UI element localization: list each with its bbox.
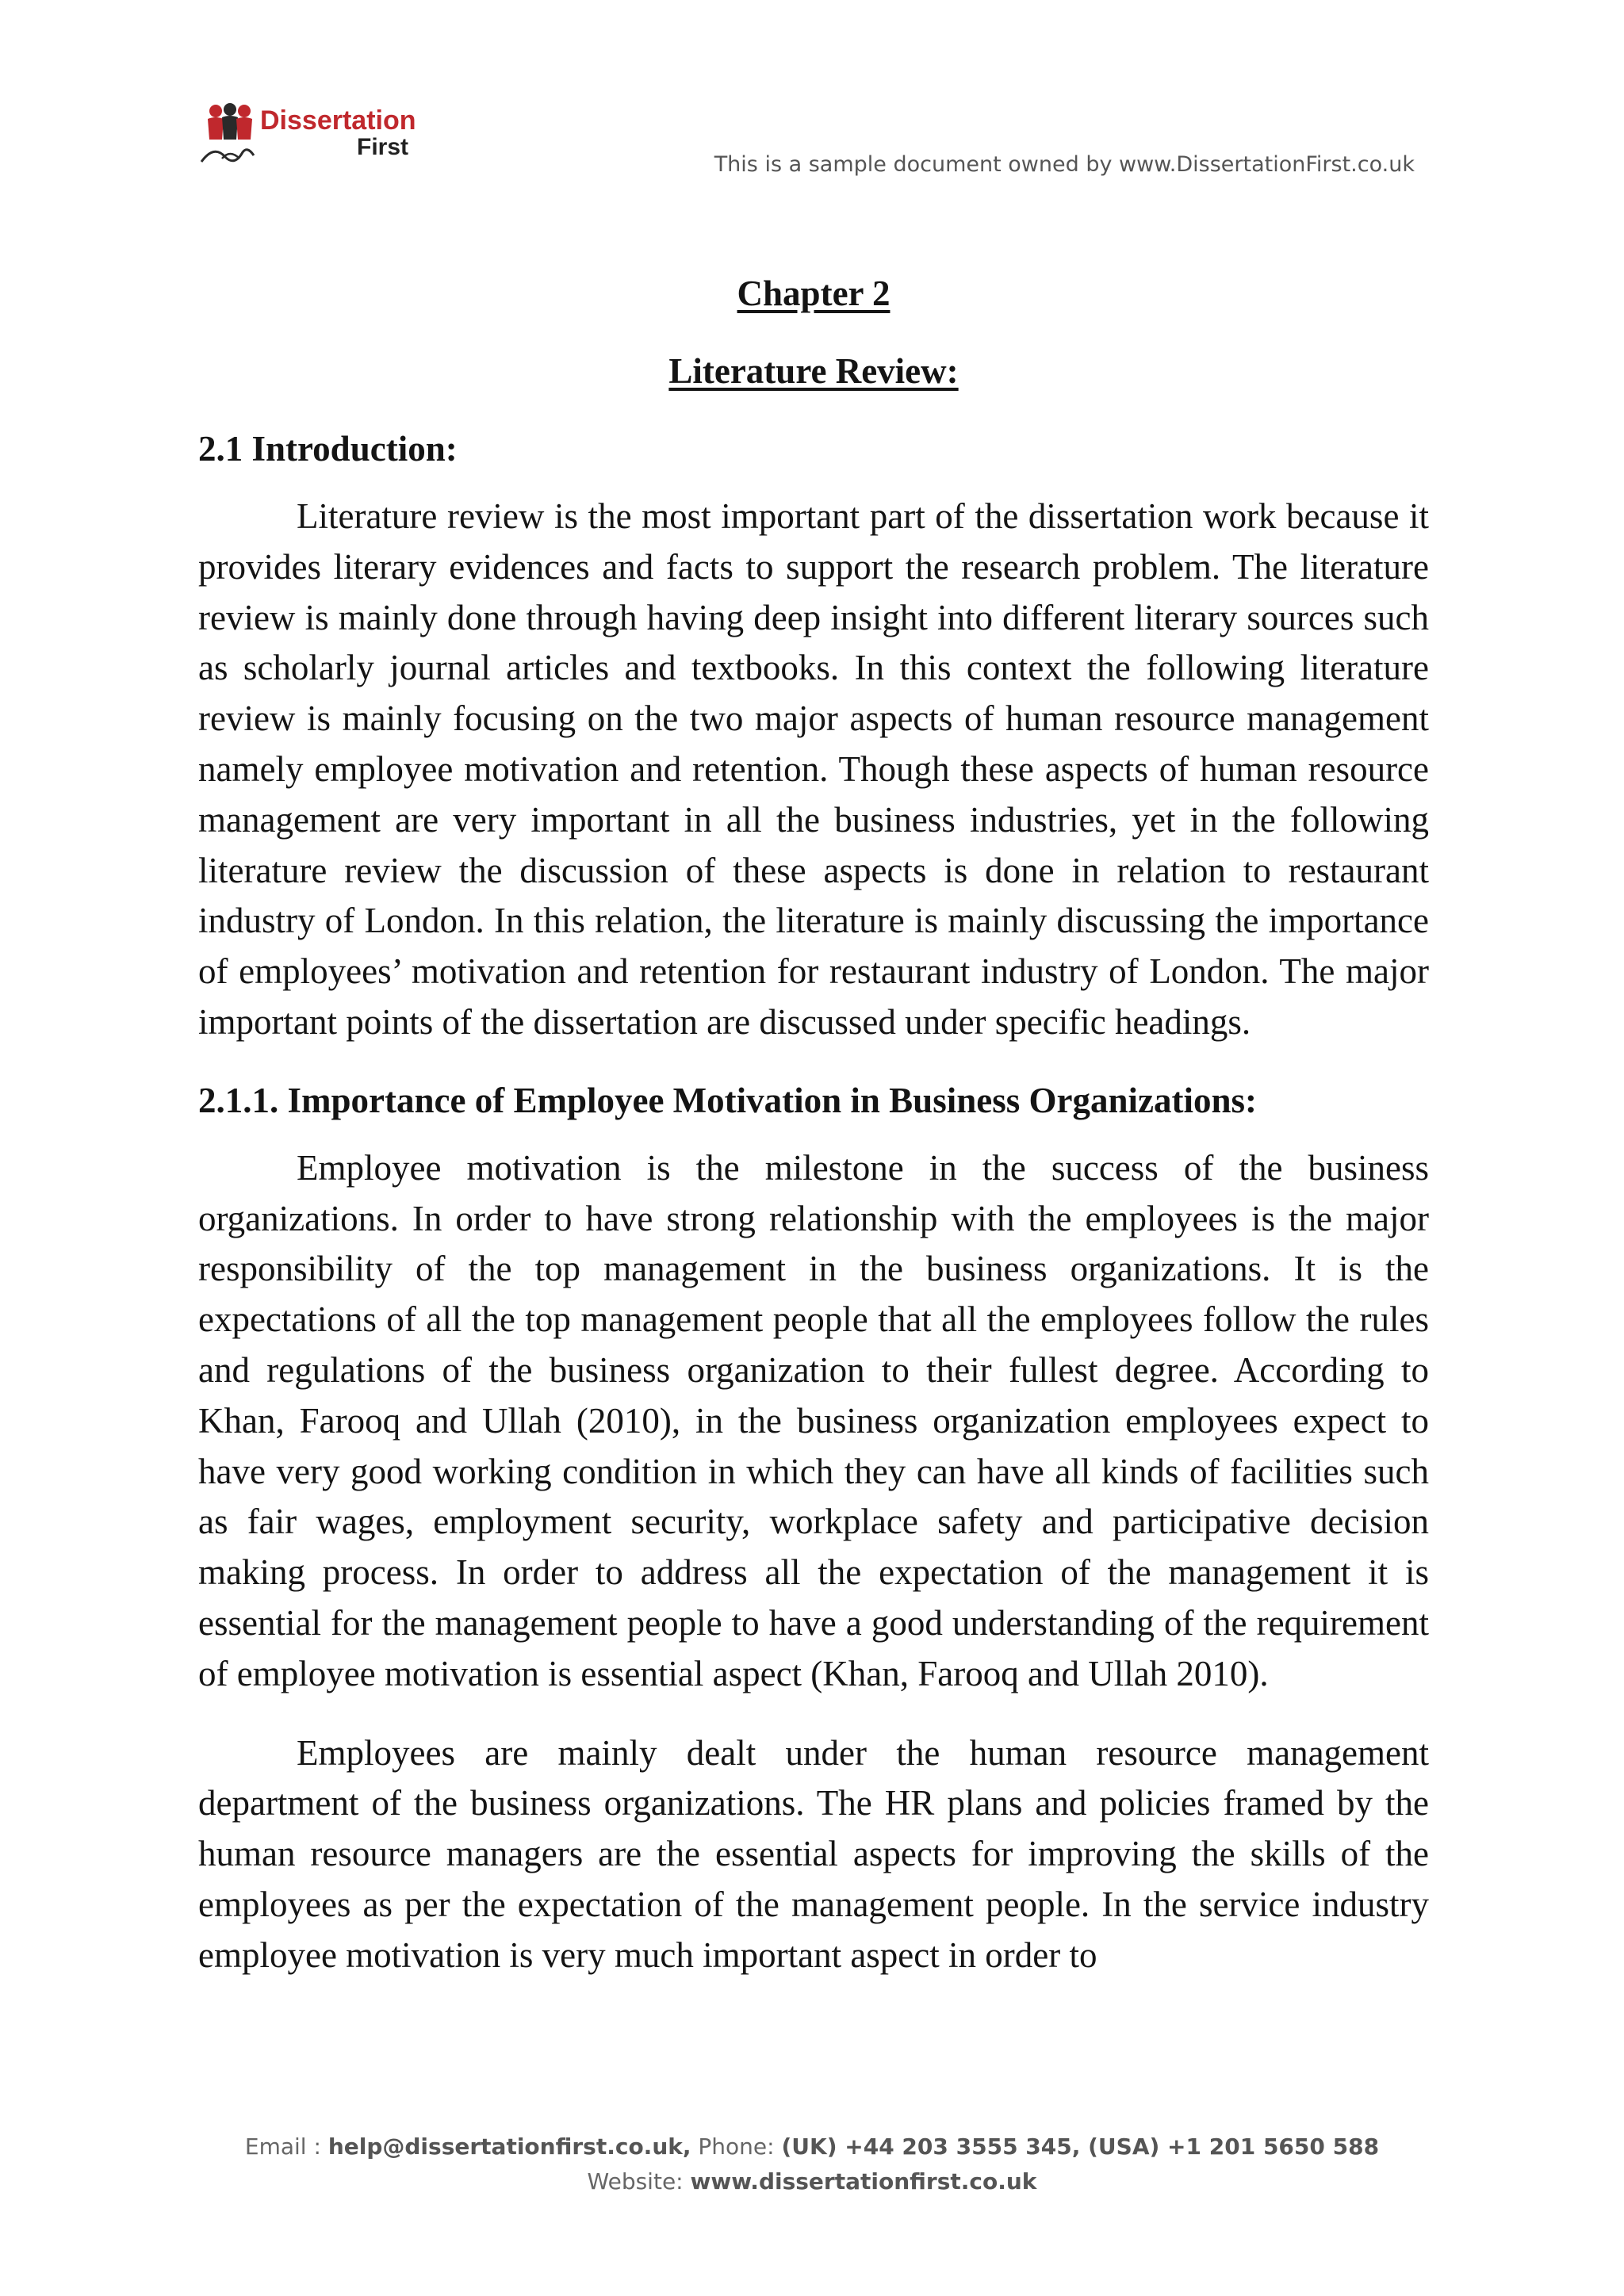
footer-phone-label: Phone: <box>691 2133 782 2160</box>
heading-employee-motivation: 2.1.1. Importance of Employee Motivation in Business Organizations: <box>198 1080 1257 1120</box>
logo <box>198 100 420 171</box>
document-body <box>198 270 1429 1981</box>
footer-website-line <box>0 2164 1624 2199</box>
page-footer <box>0 2130 1624 2199</box>
section-title: Literature Review: <box>668 351 959 391</box>
chapter-title: Chapter 2 <box>737 274 891 313</box>
footer-website-link[interactable]: www.dissertationfirst.co.uk <box>690 2168 1037 2195</box>
footer-email-label: Email : <box>244 2133 328 2160</box>
footer-phone: (UK) +44 203 3555 345, (USA) +1 201 5650 588 <box>781 2133 1380 2160</box>
footer-contact-line <box>0 2130 1624 2164</box>
paragraph-introduction: Literature review is the most important part of the dissertation work because it provides literary evidences and facts to support the research problem. The literature review is mainly done through having deep insight into different literary sources such as scholarly journal articles and textbooks. In this context the following literature review is mainly focusing on the two major aspects of human resource management namely employee motivation and retention. Though these aspects of human resource management are very important in all the business industries, yet in the following literature review the discussion of these aspects is done in relation to restaurant industry of London. In this relation, the literature is mainly discussing the importance of employees’ motivation and retention for restaurant industry of London. The major important points of the dissertation are discussed under specific headings. <box>198 496 1429 1042</box>
logo-text-secondary: First <box>357 134 409 160</box>
footer-website-label: Website: <box>587 2168 691 2195</box>
footer-email-link[interactable]: help@dissertationfirst.co.uk, <box>327 2133 691 2160</box>
header-ownership-note: This is a sample document owned by www.DissertationFirst.co.uk <box>714 152 1415 177</box>
paragraph-employee-motivation-1: Employee motivation is the milestone in the success of the business organizations. In order to have strong relationship with the employees is the major responsibility of the top management in the business organizations. It is the expectations of all the top management people that all the employees follow the rules and regulations of the business organization to their fullest degree. According to Khan, Farooq and Ullah (2010), in the business organization employees expect to have very good working condition in which they can have all kinds of facilities such as fair wages, employment security, workplace safety and participative decision making process. In order to address all the expectation of the management it is essential for the management people to have a good understanding of the requirement of employee motivation is essential aspect (Khan, Farooq and Ullah 2010). <box>198 1147 1429 1693</box>
paragraph-employee-motivation-2: Employees are mainly dealt under the human resource management department of the business organizations. The HR plans and policies framed by the human resource managers are the essential aspects for improving the skills of the employees as per the expectation of the management people. In the service industry employee motivation is very much important aspect in order to <box>198 1732 1429 1975</box>
logo-text-primary: Dissertation <box>260 105 416 136</box>
heading-introduction: 2.1 Introduction: <box>198 429 458 469</box>
logo-people-icon <box>198 100 270 171</box>
